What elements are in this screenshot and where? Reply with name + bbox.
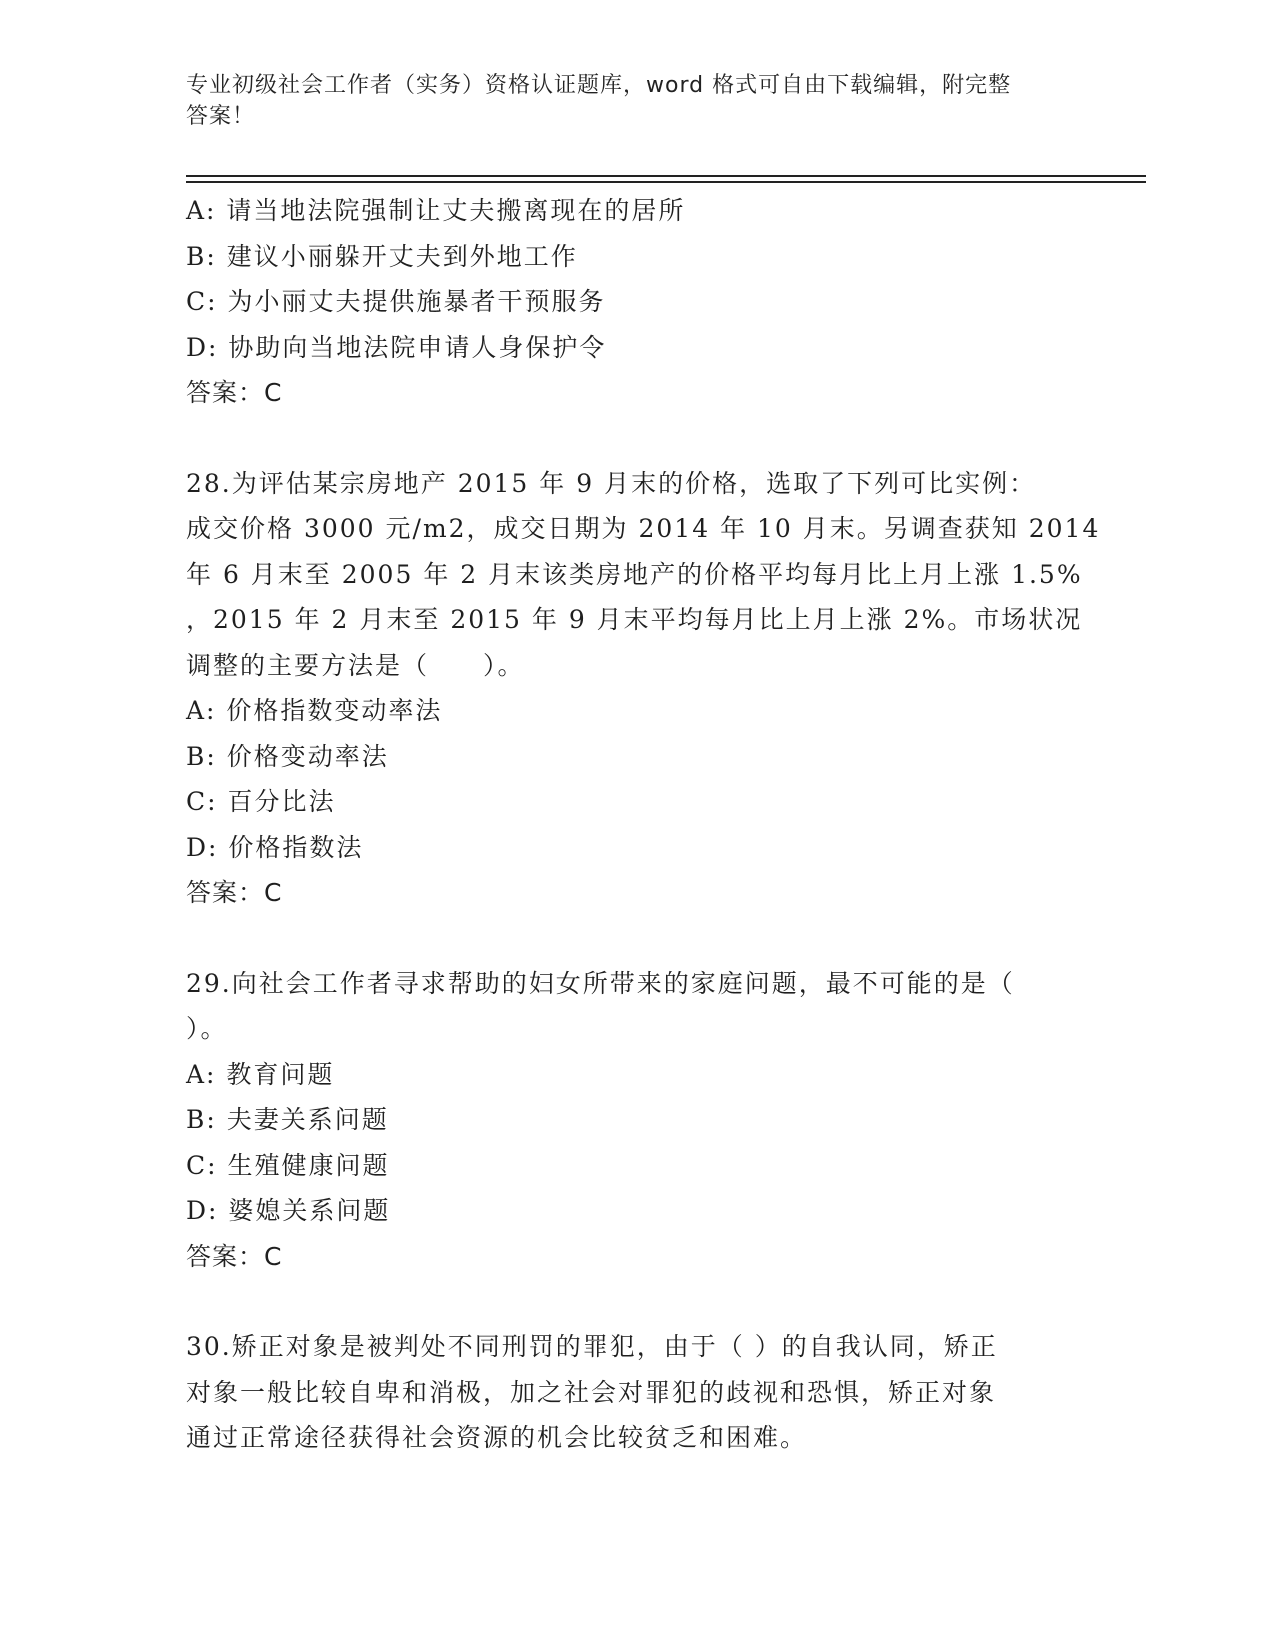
question-stem-line: ）。: [186, 1014, 228, 1043]
header-divider-bottom: [186, 181, 1146, 183]
option-b: B: 建议小丽躲开丈夫到外地工作: [186, 241, 578, 271]
answer: 答案：C: [186, 378, 283, 407]
spacer: [186, 416, 1086, 461]
header-line-2: 答案！: [186, 104, 256, 129]
spacer: [186, 1279, 1086, 1324]
option-b: B: 夫妻关系问题: [186, 1105, 389, 1134]
answer: 答案：C: [186, 1241, 283, 1271]
question-stem-line: 对象一般比较自卑和消极，加之社会对罪犯的歧视和恐惧，矫正对象: [186, 1377, 997, 1407]
question-list: [186, 188, 1101, 1461]
question-block: [186, 461, 1101, 916]
header-divider-top: [186, 175, 1146, 177]
question-stem-line: 29.向社会工作者寻求帮助的妇女所带来的家庭问题，最不可能的是（: [186, 968, 1015, 998]
option-c: C: 百分比法: [186, 787, 336, 816]
option-d: D: 协助向当地法院申请人身保护令: [186, 332, 607, 362]
spacer: [186, 916, 1086, 961]
question-block: [186, 961, 1086, 1280]
document-header: [186, 70, 1066, 132]
question-stem-line: 28.为评估某宗房地产 2015 年 9 月末的价格，选取了下列可比实例：: [186, 468, 1037, 498]
option-d: D: 婆媳关系问题: [186, 1196, 391, 1225]
option-d: D: 价格指数法: [186, 832, 364, 862]
header-line-1: 专业初级社会工作者（实务）资格认证题库，word 格式可自由下载编辑，附完整: [186, 73, 1012, 98]
question-stem-line: 调整的主要方法是（ ）。: [186, 650, 525, 680]
option-a: A: 请当地法院强制让丈夫搬离现在的居所: [186, 196, 686, 225]
question-stem-line: 30.矫正对象是被判处不同刑罚的罪犯，由于（ ）的自我认同，矫正: [186, 1332, 998, 1361]
question-stem-line: ，2015 年 2 月末至 2015 年 9 月末平均每月比上月上涨 2%。市场状况: [186, 605, 1083, 634]
option-a: A: 价格指数变动率法: [186, 696, 443, 725]
option-a: A: 教育问题: [186, 1059, 335, 1089]
question-stem-line: 年 6 月末至 2005 年 2 月末该类房地产的价格平均每月比上月上涨 1.5%: [186, 559, 1083, 589]
answer: 答案：C: [186, 878, 283, 907]
option-b: B: 价格变动率法: [186, 741, 389, 771]
question-stem-line: 通过正常途径获得社会资源的机会比较贫乏和困难。: [186, 1423, 808, 1452]
option-c: C: 为小丽丈夫提供施暴者干预服务: [186, 287, 606, 316]
question-block: [186, 1324, 1086, 1461]
question-block: [186, 188, 1086, 416]
question-stem-line: 成交价格 3000 元/m2，成交日期为 2014 年 10 月末。另调查获知 2014: [186, 514, 1101, 543]
option-c: C: 生殖健康问题: [186, 1150, 390, 1180]
